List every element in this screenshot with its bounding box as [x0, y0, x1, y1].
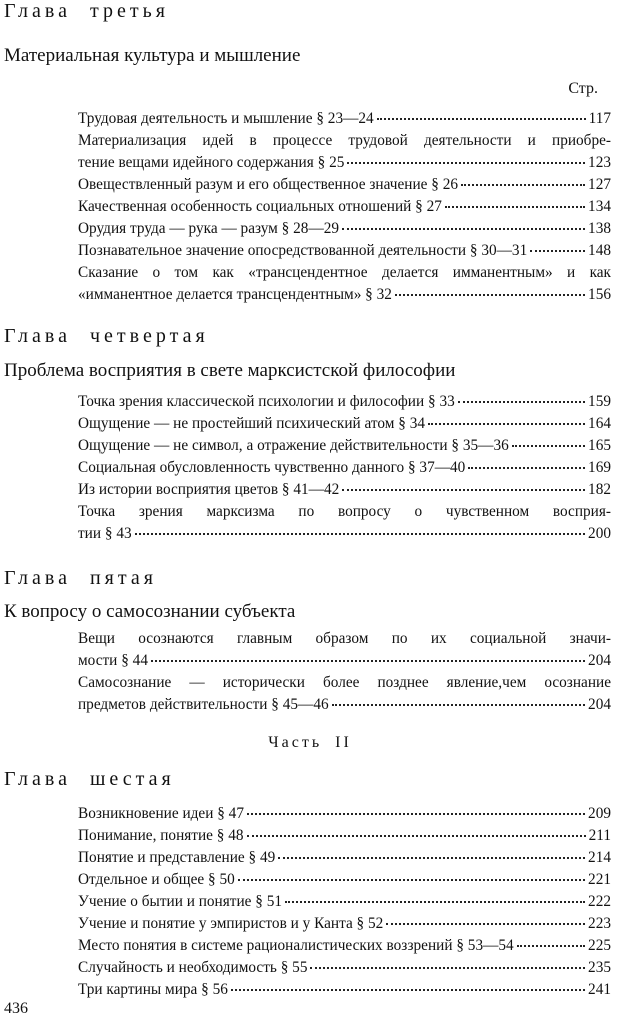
leader-dots [278, 857, 585, 859]
toc-entry [78, 196, 611, 218]
toc-entry-title: Место понятия в системе рационалистических воззрений § 53—54 [78, 937, 514, 954]
toc-entry [78, 391, 611, 413]
toc-entry-page: 211 [588, 827, 611, 844]
leader-dots [428, 423, 585, 425]
toc-entry-title: Орудия труда — рука — разум § 28—29 [78, 220, 340, 237]
toc-entry-page: 214 [588, 849, 611, 866]
leader-dots [517, 945, 585, 947]
toc-entry-page: 123 [588, 154, 611, 171]
toc-entry-title: Познавательное значение опосредствованной деятельности § 30—31 [78, 242, 528, 259]
toc-entry-page: 204 [588, 652, 611, 669]
toc-entry [78, 435, 611, 457]
page-number: 436 [4, 1000, 28, 1017]
toc-entry [78, 694, 611, 716]
chapter5-entries [78, 628, 611, 716]
toc-entry [78, 825, 611, 847]
toc-entry [78, 108, 611, 130]
chapter-label: Глава шестая [4, 768, 175, 790]
leader-dots [332, 704, 585, 706]
leader-dots [342, 228, 585, 230]
leader-dots [231, 989, 585, 991]
leader-dots [247, 813, 585, 815]
toc-entry-page: 182 [588, 481, 611, 498]
toc-entry-page: 204 [588, 696, 611, 713]
chapter4-entries [78, 391, 611, 545]
toc-entry [78, 218, 611, 240]
toc-entry [78, 650, 611, 672]
leader-dots [530, 250, 585, 252]
toc-entry-title: Социальная обусловленность чувственно данного § 37—40 [78, 459, 466, 476]
leader-dots [151, 660, 585, 662]
leader-dots [310, 967, 585, 969]
toc-entry [78, 174, 611, 196]
toc-entry-title: Учение о бытии и понятие § 51 [78, 893, 283, 910]
leader-dots [395, 294, 585, 296]
toc-entry-page: 134 [588, 198, 611, 215]
toc-entry-title: Возникновение идеи § 47 [78, 805, 244, 822]
leader-dots [377, 118, 586, 120]
chapter-label: Глава четвертая [4, 325, 209, 347]
pages-column-header: Стр. [568, 80, 598, 97]
toc-entry-page: 169 [588, 459, 611, 476]
leader-dots [247, 835, 586, 837]
toc-entry [78, 891, 611, 913]
leader-dots [468, 467, 585, 469]
toc-entry [78, 847, 611, 869]
chapter-label: Глава пятая [4, 567, 157, 589]
chapter-label: Глава третья [4, 0, 169, 22]
toc-entry-title: мости § 44 [78, 652, 148, 669]
toc-entry [78, 803, 611, 825]
toc-entry-page: 200 [588, 525, 611, 542]
toc-entry-page: 164 [588, 415, 611, 432]
toc-entry [78, 935, 611, 957]
leader-dots [445, 206, 585, 208]
chapter6-entries [78, 803, 611, 1001]
toc-entry-title: Учение и понятие у эмпиристов и у Канта § 52 [78, 915, 384, 932]
toc-entry [78, 979, 611, 1001]
toc-entry-title: Качественная особенность социальных отношений § 27 [78, 198, 442, 215]
toc-entry-title: предметов действительности § 45—46 [78, 696, 329, 713]
toc-entry-title: Ощущение — не простейший психический атом § 34 [78, 415, 426, 432]
leader-dots [458, 401, 585, 403]
toc-entry-title: Из истории восприятия цветов § 41—42 [78, 481, 340, 498]
leader-dots [347, 162, 585, 164]
toc-entry-page: 156 [588, 286, 611, 303]
chapter-title: К вопросу о самосознании субъекта [4, 601, 296, 622]
chapter-title: Материальная культура и мышление [4, 45, 301, 66]
leader-dots [342, 489, 585, 491]
toc-entry [78, 913, 611, 935]
toc-entry-title: Овеществленный разум и его общественное значение § 26 [78, 176, 459, 193]
toc-entry [78, 479, 611, 501]
toc-entry [78, 284, 611, 306]
toc-entry [78, 523, 611, 545]
toc-entry-page: 165 [588, 437, 611, 454]
toc-entry-page: 159 [588, 393, 611, 410]
toc-entry-title: Ощущение — не символ, а отражение действительности § 35—36 [78, 437, 509, 454]
toc-entry-page: 225 [588, 937, 611, 954]
toc-entry-page: 235 [588, 959, 611, 976]
toc-entry-title: тии § 43 [78, 525, 132, 542]
leader-dots [461, 184, 585, 186]
toc-entry [78, 152, 611, 174]
toc-entry-line: Сказание о том как «трансцендентное делается имманентным» и как [78, 264, 611, 281]
toc-entry-title: «имманентное делается трансцендентным» § 32 [78, 286, 392, 303]
toc-entry-title: Три картины мира § 56 [78, 981, 228, 998]
toc-entry-page: 127 [588, 176, 611, 193]
toc-entry [78, 413, 611, 435]
toc-entry [78, 957, 611, 979]
toc-entry [78, 240, 611, 262]
chapter-title: Проблема восприятия в свете марксистской философии [4, 360, 456, 381]
toc-entry-title: Отдельное и общее § 50 [78, 871, 235, 888]
toc-entry [78, 869, 611, 891]
leader-dots [238, 879, 585, 881]
chapter3-entries [78, 108, 611, 306]
toc-entry-line: Самосознание — исторически более позднее явление,чем осознание [78, 674, 611, 691]
toc-entry-title: тение вещами идейного содержания § 25 [78, 154, 345, 171]
leader-dots [512, 445, 585, 447]
toc-entry-page: 209 [588, 805, 611, 822]
leader-dots [386, 923, 585, 925]
part-title: Часть II [268, 734, 352, 751]
toc-entry-page: 222 [588, 893, 611, 910]
toc-entry-line: Материализация идей в процессе трудовой деятельности и приобре- [78, 132, 611, 149]
toc-entry-line: Точка зрения марксизма по вопросу о чувственном восприя- [78, 503, 611, 520]
toc-entry-page: 138 [588, 220, 611, 237]
toc-entry-line: Вещи осознаются главным образом по их социальной значи- [78, 630, 611, 647]
toc-entry [78, 457, 611, 479]
toc-entry-title: Понятие и представление § 49 [78, 849, 276, 866]
toc-entry-page: 221 [588, 871, 611, 888]
toc-entry-page: 223 [588, 915, 611, 932]
leader-dots [135, 533, 585, 535]
toc-entry-title: Трудовая деятельность и мышление § 23—24 [78, 110, 374, 127]
toc-entry-page: 148 [588, 242, 611, 259]
toc-entry-page: 241 [588, 981, 611, 998]
toc-entry-page: 117 [588, 110, 611, 127]
toc-entry-title: Понимание, понятие § 48 [78, 827, 244, 844]
toc-entry-title: Случайность и необходимость § 55 [78, 959, 308, 976]
toc-entry-title: Точка зрения классической психологии и философии § 33 [78, 393, 455, 410]
leader-dots [285, 901, 585, 903]
